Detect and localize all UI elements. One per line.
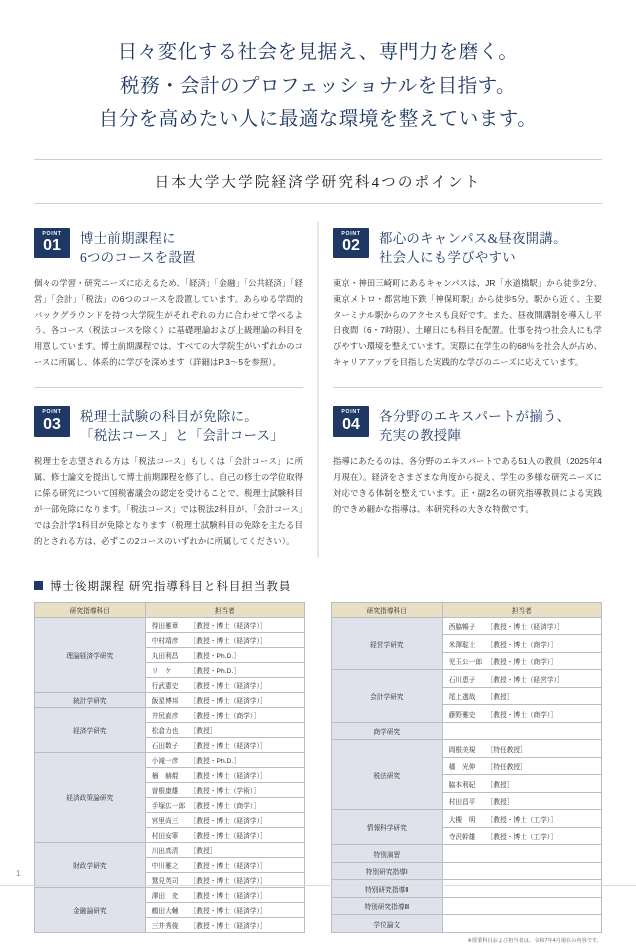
cell-teacher — [145, 662, 304, 677]
teacher-title: ［教授］ — [189, 727, 217, 735]
cell-subject: 財政学研究 — [35, 842, 146, 887]
teacher-name: 米澤聡士 — [448, 641, 476, 649]
teacher-title: ［教授・博士（経済学）］ — [189, 817, 267, 825]
point-title — [379, 406, 570, 445]
cell-teacher — [145, 617, 304, 632]
teacher-title: ［教授・博士（工学）］ — [486, 816, 558, 824]
teacher-title: ［教授・博士（経済学）］ — [189, 832, 267, 840]
point-badge-number: 03 — [43, 415, 61, 433]
column-header-subject: 研究指導科目 — [332, 602, 443, 617]
cell-teacher — [145, 812, 304, 827]
column-header-subject: 研究指導科目 — [35, 602, 146, 617]
point-title-line-1: 都心のキャンパス&昼夜開講。 — [379, 230, 567, 246]
cell-teacher — [442, 757, 601, 775]
point-badge-number: 01 — [43, 237, 61, 255]
cell-teacher — [145, 842, 304, 857]
cell-teacher — [145, 782, 304, 797]
table-row — [332, 740, 602, 758]
cell-teacher — [145, 857, 304, 872]
table-header-row — [35, 602, 305, 617]
cell-teacher — [442, 915, 601, 933]
cell-subject: 特別研究指導Ⅱ — [332, 880, 443, 898]
teacher-name: 小滝一彦 — [151, 757, 179, 765]
point-title-line-1: 税理士試験の科目が免除に。 — [80, 409, 258, 425]
cell-teacher — [145, 767, 304, 782]
table-row — [35, 617, 305, 632]
teacher-name: リ ケ — [151, 667, 172, 675]
point-title-line-2: 充実の教授陣 — [379, 428, 462, 444]
teacher-name: 三井秀俊 — [151, 922, 179, 930]
cell-subject: 理論経済学研究 — [35, 617, 146, 692]
point-badge-label: POINT — [42, 230, 62, 237]
headline-line-1: 日々変化する社会を見据え、専門力を磨く。 — [117, 42, 519, 63]
page-headline — [0, 0, 636, 137]
point-title-line-2: 「税法コース」と「会計コース」 — [80, 428, 285, 444]
teacher-title: ［教授・博士（経済学）］ — [189, 922, 267, 930]
table-footnote: ※授業科目および担当者は、令和7年4月現在の内容です。 — [467, 937, 602, 944]
point-header — [333, 228, 602, 267]
point-badge-label: POINT — [341, 409, 361, 416]
teacher-name: 村田昌平 — [448, 799, 476, 807]
teacher-title: ［教授・博士（経済学）］ — [189, 682, 267, 690]
teacher-name: 尾上選哉 — [448, 694, 476, 702]
teacher-title: ［教授・博士（経済学）］ — [189, 877, 267, 885]
point-header — [34, 228, 303, 267]
point-title — [379, 228, 567, 267]
teacher-name: 脇本利紀 — [448, 781, 476, 789]
point-title-line-2: 6つのコースを設置 — [80, 249, 196, 265]
teacher-name: 鶴田大輔 — [151, 907, 179, 915]
teacher-name: 岡根美規 — [448, 746, 476, 754]
point-body: 指導にあたるのは、各分野のエキスパートである51人の教員（2025年4月現在）。経済をさまざまな角度から捉え、学生の多様な研究ニーズに対応できる体制を整えています。正・副2名の研究指導教員による実践的できめ細かな指導は、本研究科の大きな特徴です。 — [333, 456, 602, 515]
cell-subject: 経済学研究 — [35, 707, 146, 752]
table-row — [35, 887, 305, 902]
cell-subject: 金融論研究 — [35, 887, 146, 932]
point-title — [80, 406, 284, 445]
teacher-title: ［教授・博士（商学）］ — [189, 712, 261, 720]
teacher-name: 石川恵子 — [448, 676, 476, 684]
teacher-title: ［教授・博士（経済学）］ — [189, 742, 267, 750]
column-header-teacher: 担当者 — [442, 602, 601, 617]
teacher-title: ［教授・博士（経済学）］ — [189, 907, 267, 915]
teacher-name: 大槻 明 — [448, 816, 476, 824]
cell-teacher — [145, 752, 304, 767]
teacher-name: 西脇暢子 — [448, 624, 476, 632]
cell-subject: 情報科学研究 — [332, 810, 443, 845]
page-number: 1 — [16, 869, 21, 878]
point-header — [34, 406, 303, 445]
point-card-03 — [34, 388, 303, 562]
cell-teacher — [442, 670, 601, 688]
cell-teacher — [442, 880, 601, 898]
cell-teacher — [145, 677, 304, 692]
point-body: 個々の学習・研究ニーズに応えるため、「経済」「金融」「公共経済」「経営」「会計」「税法」の6つのコースを設置しています。あらゆる学問的バックグラウンドを持つ大学院生がそれぞれの力に合わせて学べるよう、各コース（税法コースを除く）に基礎理論および上級理論の科目を用意しています。博士前期課程では、すべての大学院生がいずれかのコースに所属し、体系的に学びを深めます（詳細はP.3〜5を参照）。 — [34, 277, 303, 368]
teacher-title: ［教授・博士（経済学）］ — [189, 637, 267, 645]
teacher-name: 石田数子 — [151, 742, 179, 750]
teacher-title: ［教授］ — [189, 847, 217, 855]
point-card-02 — [333, 218, 602, 389]
headline-line-3: 自分を高めたい人に最適な環境を整えています。 — [98, 109, 538, 131]
table-row — [332, 722, 602, 740]
cell-teacher — [145, 827, 304, 842]
cell-subject: 経営学研究 — [332, 617, 443, 670]
teacher-title: ［教授・博士（商学）］ — [486, 641, 558, 649]
headline-line-2: 税務・会計のプロフェッショナルを目指す。 — [119, 75, 517, 97]
table-row — [332, 810, 602, 828]
cell-teacher — [145, 887, 304, 902]
cell-teacher — [442, 652, 601, 670]
teacher-title: ［教授・博士（経済学）］ — [189, 862, 267, 870]
bottom-rule — [0, 885, 636, 886]
point-title-line-1: 博士前期課程に — [80, 230, 176, 246]
point-title-line-2: 社会人にも学びやすい — [379, 249, 516, 265]
point-title-line-1: 各分野のエキスパートが揃う、 — [379, 409, 571, 425]
table-row — [35, 842, 305, 857]
cell-subject: 特別演習 — [332, 845, 443, 863]
faculty-table-right — [331, 602, 602, 933]
cell-teacher — [145, 632, 304, 647]
table-row — [332, 915, 602, 933]
point-card-01 — [34, 218, 303, 389]
point-badge-number: 04 — [342, 415, 360, 433]
table-row — [332, 880, 602, 898]
teacher-name: 藤野雅史 — [448, 711, 476, 719]
cell-teacher — [442, 722, 601, 740]
teacher-name: 手塚広一郎 — [151, 802, 186, 810]
point-body: 東京・神田三崎町にあるキャンパスは、JR「水道橋駅」から徒歩2分、東京メトロ・都営地下鉄「神保町駅」から徒歩5分。駅から近く、主要ターミナル駅からのアクセスも良好です。また、昼夜開講制を導入し平日夜間（6・7時限）、土曜日にも科目を配置。仕事を持つ社会人にも学びやすい環境を整えています。実際に在学生の約68％を社会人が占め、キャリアアップを目指した実践的な学びのニーズに応えています。 — [333, 277, 602, 368]
teacher-name: 丸田利昌 — [151, 652, 179, 660]
cell-teacher — [145, 737, 304, 752]
teacher-title: ［教授・博士（商学）］ — [189, 802, 261, 810]
table-row — [35, 707, 305, 722]
cell-subject: 商学研究 — [332, 722, 443, 740]
teacher-title: ［教授］ — [486, 781, 514, 789]
cell-teacher — [145, 722, 304, 737]
square-bullet-icon — [34, 581, 43, 590]
teacher-name: 中村靖彦 — [151, 637, 179, 645]
cell-teacher — [442, 810, 601, 828]
cell-teacher — [145, 917, 304, 932]
teacher-name: 児玉公一郎 — [448, 659, 483, 667]
cell-teacher — [145, 797, 304, 812]
section-title-bar — [34, 159, 602, 204]
teacher-name: 鷲見英司 — [151, 877, 179, 885]
teacher-title: ［教授・Ph.D.］ — [189, 757, 241, 765]
table-row — [35, 692, 305, 707]
cell-subject: 経済政策論研究 — [35, 752, 146, 842]
cell-teacher — [442, 845, 601, 863]
cell-subject: 税法研究 — [332, 740, 443, 810]
point-badge-02 — [333, 228, 369, 259]
point-badge-label: POINT — [341, 230, 361, 237]
teacher-title: ［教授・博士（商学）］ — [486, 659, 558, 667]
point-header — [333, 406, 602, 445]
table-row — [332, 617, 602, 635]
cell-teacher — [145, 902, 304, 917]
teacher-name: 橘 光伸 — [448, 764, 476, 772]
table-row — [332, 862, 602, 880]
teacher-name: 松倉力也 — [151, 727, 179, 735]
teacher-name: 行武憲史 — [151, 682, 179, 690]
table-row — [332, 845, 602, 863]
teacher-title: ［教授・Ph.D.］ — [189, 652, 241, 660]
cell-teacher — [442, 740, 601, 758]
point-body: 税理士を志望される方は「税法コース」もしくは「会計コース」に所属、修士論文を提出して博士前期課程を修了し、自己の修士の学位取得に係る研究について国税審議会の認定を受けることで、税理士試験科目が一部免除になります。「税法コース」では税法2科目が、「会計コース」では会計学1科目が免除となります（税理士試験科目の免除を主たる目的とされる方は、必ずこの2コースのいずれかに所属してください）。 — [34, 456, 303, 546]
teacher-title: ［特任教授］ — [486, 764, 527, 772]
cell-teacher — [145, 647, 304, 662]
teacher-title: ［教授］ — [486, 694, 514, 702]
faculty-table-left — [34, 602, 305, 933]
teacher-title: ［教授・博士（経済学）］ — [189, 697, 267, 705]
teacher-name: 曽根康雄 — [151, 787, 179, 795]
teacher-title: ［教授・博士（経済学）］ — [189, 772, 267, 780]
teacher-title: ［特任教授］ — [486, 746, 527, 754]
point-badge-01 — [34, 228, 70, 259]
teacher-name: 楢 赫焜 — [151, 772, 179, 780]
section-title: 日本大学大学院経済学研究科4つのポイント — [154, 174, 482, 191]
cell-teacher — [145, 707, 304, 722]
table-section-heading-label: 博士後期課程 研究指導科目と科目担当教員 — [50, 580, 292, 593]
cell-subject: 学位論文 — [332, 915, 443, 933]
point-badge-number: 02 — [342, 237, 360, 255]
teacher-name: 飯星博邦 — [151, 697, 179, 705]
point-badge-label: POINT — [42, 409, 62, 416]
cell-teacher — [145, 692, 304, 707]
teacher-title: ［教授・博士（経営学）］ — [486, 676, 564, 684]
point-badge-03 — [34, 406, 70, 437]
teacher-title: ［教授・博士（工学）］ — [486, 834, 558, 842]
teacher-title: ［教授］ — [486, 799, 514, 807]
teacher-name: 村田安寧 — [151, 832, 179, 840]
point-card-04 — [333, 388, 602, 562]
cell-teacher — [442, 792, 601, 810]
teacher-title: ［教授・博士（経済学）］ — [486, 624, 564, 632]
cell-subject: 特別研究指導Ⅲ — [332, 897, 443, 915]
teacher-title: ［教授・博士（商学）］ — [486, 711, 558, 719]
teacher-title: ［教授・博士（経済学）］ — [189, 622, 267, 630]
cell-subject: 統計学研究 — [35, 692, 146, 707]
faculty-tables — [34, 602, 602, 933]
table-header-row — [332, 602, 602, 617]
column-header-teacher: 担当者 — [145, 602, 304, 617]
cell-subject: 特別研究指導Ⅰ — [332, 862, 443, 880]
cell-teacher — [442, 687, 601, 705]
cell-teacher — [442, 617, 601, 635]
teacher-name: 宮里尚三 — [151, 817, 179, 825]
teacher-title: ［教授・Ph.D.］ — [189, 667, 241, 675]
cell-teacher — [442, 827, 601, 845]
teacher-name: 得田雅章 — [151, 622, 179, 630]
cell-teacher — [442, 705, 601, 723]
points-grid — [34, 218, 602, 562]
teacher-name: 井尻直彦 — [151, 712, 179, 720]
points-vertical-divider — [318, 222, 319, 558]
teacher-name: 澤田 充 — [151, 892, 179, 900]
teacher-name: 寺沢幹雄 — [448, 834, 476, 842]
table-row — [332, 670, 602, 688]
cell-subject: 会計学研究 — [332, 670, 443, 723]
teacher-name: 川出真清 — [151, 847, 179, 855]
point-badge-04 — [333, 406, 369, 437]
teacher-name: 中川雅之 — [151, 862, 179, 870]
teacher-title: ［教授・博士（経済学）］ — [189, 892, 267, 900]
table-section-heading — [34, 578, 602, 594]
table-row — [35, 752, 305, 767]
cell-teacher — [442, 862, 601, 880]
cell-teacher — [442, 635, 601, 653]
teacher-title: ［教授・博士（学術）］ — [189, 787, 261, 795]
cell-teacher — [442, 775, 601, 793]
point-title — [80, 228, 196, 267]
